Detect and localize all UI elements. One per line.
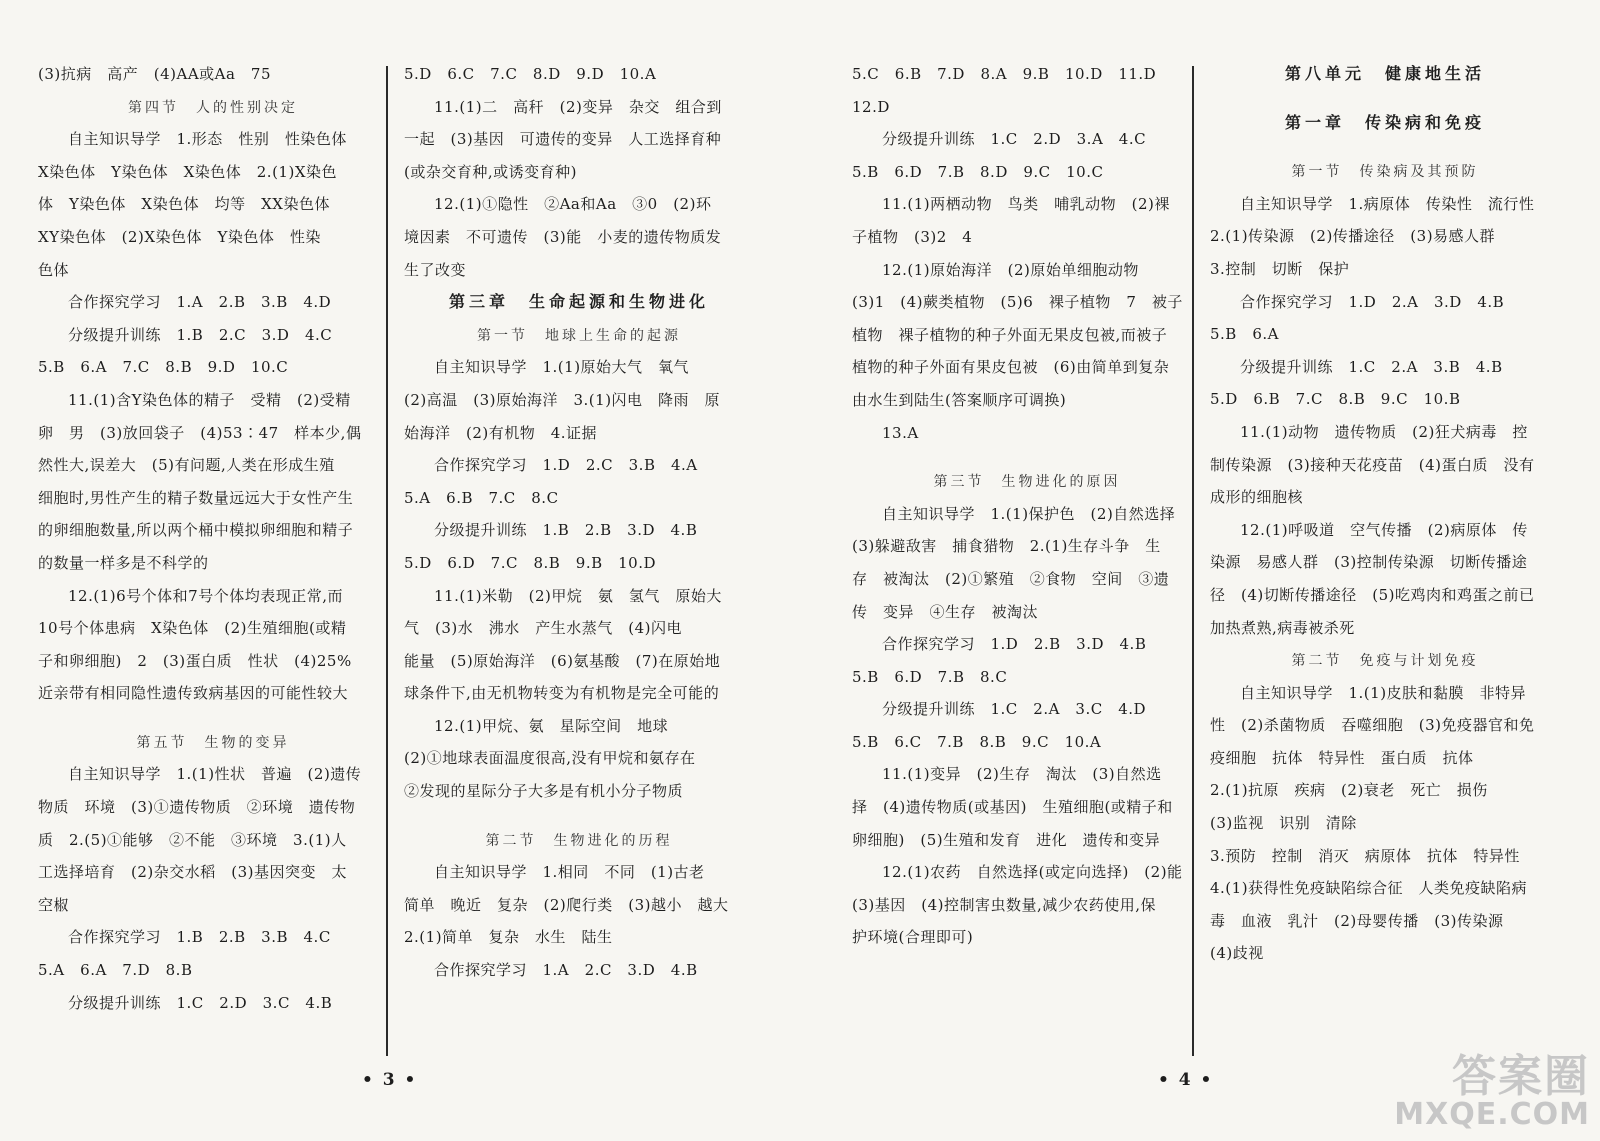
text-line: (3)监视 识别 清除: [1210, 814, 1357, 833]
text-line: 能量 (5)原始海洋 (6)氨基酸 (7)在原始地: [404, 651, 721, 670]
text-line: 球条件下,由无机物转变为有机物是完全可能的: [404, 684, 720, 703]
text-line: 11.(1)变异 (2)生存 淘汰 (3)自然选: [882, 765, 1162, 784]
text-line: XY染色体 (2)X染色体 Y染色体 性染: [38, 227, 321, 246]
text-line: 2.(1)抗原 疾病 (2)衰老 死亡 损伤: [1210, 781, 1488, 800]
text-line: 5.B 6.A 7.C 8.B 9.D 10.C: [38, 358, 289, 377]
text-line: 自主知识导学 1.(1)皮肤和黏膜 非特异: [1240, 683, 1527, 702]
text-line: 卵细胞) (5)生殖和发育 进化 遗传和变异: [852, 830, 1161, 849]
text-line: 5.D 6.C 7.C 8.D 9.D 10.A: [404, 65, 657, 83]
text-line: 12.(1)甲烷、氨 星际空间 地球: [434, 716, 669, 735]
text-line: 分级提升训练 1.C 2.D 3.A 4.C: [882, 130, 1147, 149]
text-line: 然性大,误差大 (5)有问题,人类在形成生殖: [38, 456, 335, 475]
section-heading: 第五节 生物的变异: [136, 734, 290, 751]
text-line: (或杂交育种,或诱变育种): [404, 162, 577, 181]
chapter-heading: 第三章 生命起源和生物进化: [448, 292, 709, 312]
text-line: 11.(1)动物 遗传物质 (2)狂犬病毒 控: [1240, 422, 1528, 441]
text-line: 始海洋 (2)有机物 4.证据: [404, 423, 598, 442]
section-heading: 第二节 免疫与计划免疫: [1291, 653, 1479, 670]
section-heading: 第一节 地球上生命的起源: [477, 327, 681, 344]
text-line: 2.(1)传染源 (2)传播途径 (3)易感人群: [1210, 227, 1496, 246]
text-line: 择 (4)遗传物质(或基因) 生殖细胞(或精子和: [852, 798, 1173, 817]
spacer: [38, 710, 388, 726]
text-line: 5.B 6.C 7.B 8.B 9.C 10.A: [852, 732, 1102, 751]
watermark-logo: [1350, 1051, 1590, 1135]
text-line: 自主知识导学 1.相同 不同 (1)古老: [434, 863, 705, 882]
text-line: 成形的细胞核: [1210, 488, 1304, 507]
text-line: 11.(1)米勒 (2)甲烷 氨 氢气 原始大: [434, 586, 722, 605]
spacer: [404, 808, 754, 824]
watermark-top-text: 答案圈: [1452, 1051, 1590, 1102]
text-line: 分级提升训练 1.B 2.C 3.D 4.C: [68, 325, 333, 344]
text-line: 合作探究学习 1.A 2.C 3.D 4.B: [434, 961, 698, 980]
text-line: 5.D 6.D 7.C 8.B 9.B 10.D: [404, 553, 657, 572]
text-line: 5.B 6.D 7.B 8.D 9.C 10.C: [852, 162, 1104, 181]
text-line: 12.(1)①隐性 ②Aa和Aa ③0 (2)环: [434, 195, 712, 214]
text-line: 传 变异 ④生存 被淘汰: [852, 602, 1039, 621]
text-line: 5.D 6.B 7.C 8.B 9.C 10.B: [1210, 390, 1461, 409]
text-line: 生了改变: [404, 260, 467, 279]
text-line: 10号个体患病 X染色体 (2)生殖细胞(或精: [38, 619, 347, 638]
text-line: 合作探究学习 1.D 2.B 3.D 4.B: [882, 635, 1147, 654]
text-line: 11.(1)含Y染色体的精子 受精 (2)受精: [68, 390, 351, 409]
text-line: 分级提升训练 1.C 2.A 3.C 4.D: [882, 700, 1147, 719]
spacer: [1210, 91, 1560, 107]
text-line: 植物 裸子植物的种子外面无果皮包被,而被子: [852, 325, 1168, 344]
text-line: 12.(1)呼吸道 空气传播 (2)病原体 传: [1240, 520, 1528, 539]
text-line: 12.(1)6号个体和7号个体均表现正常,而: [68, 586, 343, 605]
chapter-heading: 第一章 传染病和免疫: [1284, 112, 1485, 132]
page-3-column-right: [404, 58, 754, 987]
text-line: 12.(1)原始海洋 (2)原始单细胞动物: [882, 260, 1139, 279]
text-line: 子植物 (3)2 4: [852, 227, 973, 246]
text-line: 5.B 6.D 7.B 8.C: [852, 667, 1008, 686]
text-line: 分级提升训练 1.C 2.D 3.C 4.B: [68, 993, 333, 1012]
text-line: 存 被淘汰 (2)①繁殖 ②食物 空间 ③遗: [852, 569, 1170, 588]
text-line: 分级提升训练 1.C 2.A 3.B 4.B: [1240, 357, 1503, 376]
text-line: 卵 男 (3)放回袋子 (4)53∶47 样本少,偶: [38, 423, 362, 442]
text-line: 色体: [38, 260, 70, 279]
text-line: 植物的种子外面有果皮包被 (6)由简单到复杂: [852, 358, 1170, 377]
text-line: 加热煮熟,病毒被杀死: [1210, 618, 1355, 637]
text-line: 质 2.(5)①能够 ②不能 ③环境 3.(1)人: [38, 830, 347, 849]
text-line: 自主知识导学 1.(1)保护色 (2)自然选择: [882, 504, 1176, 523]
spacer: [852, 449, 1202, 465]
column-divider: [1192, 66, 1194, 1056]
text-line: 子和卵细胞) 2 (3)蛋白质 性状 (4)25%: [38, 651, 352, 670]
column-divider: [386, 66, 388, 1056]
text-line: 5.A 6.B 7.C 8.C: [404, 488, 559, 507]
text-line: 自主知识导学 1.形态 性别 性染色体: [68, 130, 347, 149]
page-4-column-left: [852, 58, 1202, 954]
text-line: 合作探究学习 1.A 2.B 3.B 4.D: [68, 293, 332, 312]
text-line: (4)歧视: [1210, 944, 1264, 963]
text-line: ②发现的星际分子大多是有机小分子物质: [404, 782, 684, 801]
text-line: 合作探究学习 1.B 2.B 3.B 4.C: [68, 928, 331, 947]
text-line: (3)基因 (4)控制害虫数量,减少农药使用,保: [852, 895, 1157, 914]
text-line: (3)躲避敌害 捕食猎物 2.(1)生存斗争 生: [852, 537, 1161, 556]
text-line: (3)1 (4)蕨类植物 (5)6 裸子植物 7 被子: [852, 293, 1183, 312]
section-heading: 第一节 传染病及其预防: [1291, 164, 1479, 181]
text-line: 3.控制 切断 保护: [1210, 259, 1350, 278]
text-line: (2)高温 (3)原始海洋 3.(1)闪电 降雨 原: [404, 390, 721, 409]
text-line: (2)①地球表面温度很高,没有甲烷和氨存在: [404, 749, 696, 768]
section-heading: 第三节 生物进化的原因: [933, 474, 1121, 491]
text-line: 11.(1)二 高秆 (2)变异 杂交 组合到: [434, 97, 722, 116]
text-line: 13.A: [882, 423, 919, 442]
spacer: [1210, 139, 1560, 155]
text-line: 近亲带有相同隐性遗传致病基因的可能性较大: [38, 684, 349, 703]
text-line: 体 Y染色体 X染色体 均等 XX染色体: [38, 195, 330, 214]
page-4-column-right: [1210, 58, 1560, 970]
text-line: 简单 晚近 复杂 (2)爬行类 (3)越小 越大: [404, 895, 729, 914]
unit-heading: 第八单元 健康地生活: [1284, 64, 1485, 83]
text-line: 由水生到陆生(答案顺序可调换): [852, 390, 1067, 409]
page-number-3: • 3 •: [362, 1070, 418, 1090]
text-line: 4.(1)获得性免疫缺陷综合征 人类免疫缺陷病: [1210, 879, 1528, 898]
text-line: 境因素 不可遗传 (3)能 小麦的遗传物质发: [404, 227, 722, 246]
text-line: 3.预防 控制 消灭 病原体 抗体 特异性: [1210, 846, 1520, 865]
text-line: 合作探究学习 1.D 2.A 3.D 4.B: [1240, 292, 1505, 311]
text-line: 的卵细胞数量,所以两个桶中模拟卵细胞和精子: [38, 521, 354, 540]
text-line: 性 (2)杀菌物质 吞噬细胞 (3)免疫器官和免: [1210, 716, 1535, 735]
text-line: 合作探究学习 1.D 2.C 3.B 4.A: [434, 456, 698, 475]
text-line: 分级提升训练 1.B 2.B 3.D 4.B: [434, 521, 698, 540]
text-line: 工选择培育 (2)杂交水稻 (3)基因突变 太: [38, 863, 347, 882]
text-line: (3)抗病 高产 (4)AA或Aa 75: [38, 65, 272, 83]
text-line: 自主知识导学 1.(1)原始大气 氧气: [434, 358, 690, 377]
text-line: 2.(1)简单 复杂 水生 陆生: [404, 928, 613, 947]
text-line: 12.D: [852, 97, 890, 116]
watermark-bottom-text: MXQE.COM: [1394, 1097, 1590, 1132]
page-3-column-left: [38, 58, 388, 1019]
text-line: 径 (4)切断传播途径 (5)吃鸡肉和鸡蛋之前已: [1210, 585, 1535, 604]
text-line: 物质 环境 (3)①遗传物质 ②环境 遗传物: [38, 798, 356, 817]
section-heading: 第四节 人的性别决定: [128, 99, 298, 116]
text-line: 12.(1)农药 自然选择(或定向选择) (2)能: [882, 863, 1183, 882]
text-line: 的数量一样多是不科学的: [38, 553, 209, 572]
text-line: 5.A 6.A 7.D 8.B: [38, 961, 193, 980]
text-line: 染源 易感人群 (3)控制传染源 切断传播途: [1210, 553, 1528, 572]
section-heading: 第二节 生物进化的历程: [485, 832, 673, 849]
text-line: 气 (3)水 沸水 产生水蒸气 (4)闪电: [404, 619, 682, 638]
text-line: 空椒: [38, 895, 70, 914]
text-line: 一起 (3)基因 可遗传的变异 人工选择育种: [404, 130, 722, 149]
text-line: 制传染源 (3)接种天花疫苗 (4)蛋白质 没有: [1210, 455, 1535, 474]
text-line: 5.C 6.B 7.D 8.A 9.B 10.D 11.D: [852, 65, 1157, 83]
text-line: 自主知识导学 1.(1)性状 普遍 (2)遗传: [68, 765, 362, 784]
text-line: 11.(1)两栖动物 鸟类 哺乳动物 (2)裸: [882, 195, 1170, 214]
text-line: 自主知识导学 1.病原体 传染性 流行性: [1240, 194, 1535, 213]
text-line: X染色体 Y染色体 X染色体 2.(1)X染色: [38, 162, 337, 181]
text-line: 护环境(合理即可): [852, 928, 974, 947]
page-number-4: • 4 •: [1158, 1070, 1214, 1090]
text-line: 毒 血液 乳汁 (2)母婴传播 (3)传染源: [1210, 911, 1504, 930]
text-line: 疫细胞 抗体 特异性 蛋白质 抗体: [1210, 748, 1474, 767]
text-line: 细胞时,男性产生的精子数量远远大于女性产生: [38, 488, 354, 507]
text-line: 5.B 6.A: [1210, 325, 1279, 344]
